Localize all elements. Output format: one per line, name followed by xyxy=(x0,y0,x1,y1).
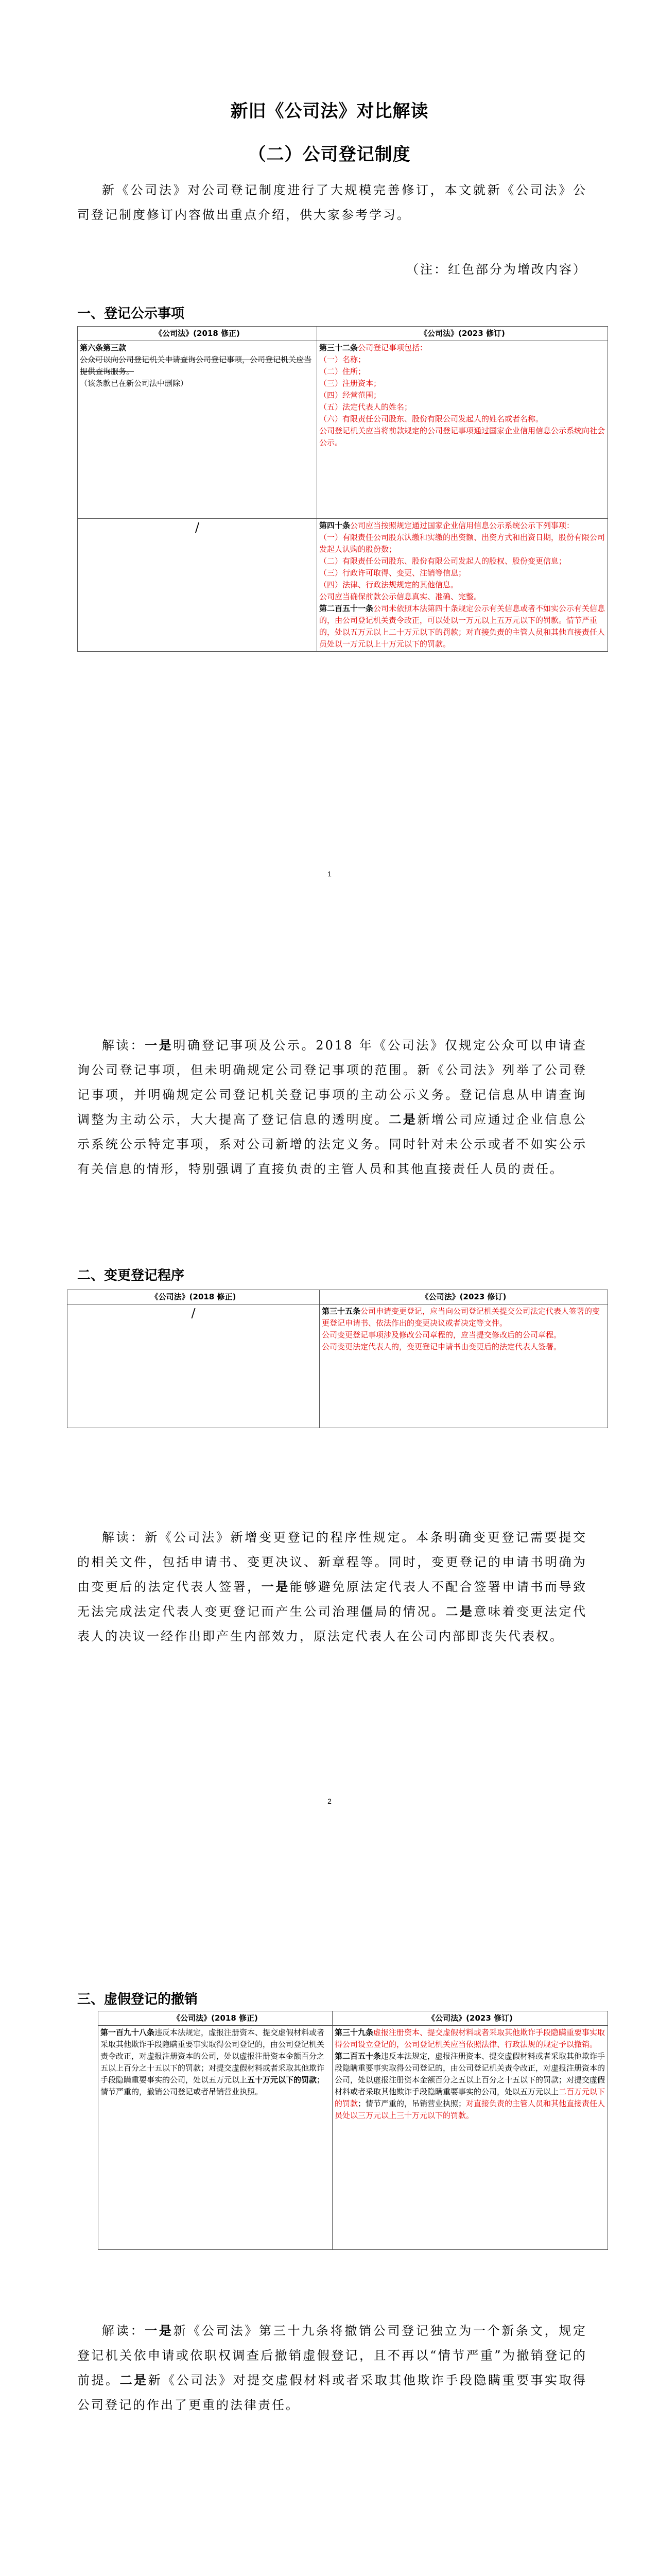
article-32-item: （二）住所； xyxy=(319,367,366,376)
new-article-35-cell xyxy=(320,1304,608,1428)
new-article-39-250-cell xyxy=(333,2026,608,2250)
article-250-fine: 二百万元以下的罚款 xyxy=(335,2087,605,2108)
comparison-table-3 xyxy=(98,2011,608,2250)
article-32-lead: 公司登记事项包括： xyxy=(358,343,428,352)
article-251-text: 公司未依照本法第四十条规定公示有关信息或者不如实公示有关信息的，由公司登记机关责令改正，可以处以一万元以上五万元以下的罚款。情节严重的，处以五万元以上二十万元以下的罚款；对直接负责的主管人员和其他直接责任人员处以一万元以上十万元以下的罚款。 xyxy=(319,604,605,649)
old-article-number: 第六条第三款 xyxy=(80,343,127,352)
analysis-paragraph-2: 解读：新《公司法》新增变更登记的程序性规定。本条明确变更登记需要提交的相关文件，包括申请书、变更决议、新章程等。同时，变更登记的申请书明确为由变更后的法定代表人签署，一是能够避免原法定代表人不配合签署申请书而导致无法完成法定代表人变更登记而产生公司治理僵局的情况。二是意味着变更法定代表人的决议一经作出即产生内部效力，原法定代表人在公司内部即丧失代表权。 xyxy=(77,1530,587,1643)
section-heading-1: 一、登记公示事项 xyxy=(77,306,185,321)
comparison-table-2 xyxy=(67,1290,608,1428)
page-title: 新旧《公司法》对比解读 xyxy=(230,101,429,122)
article-32-tail: 公司登记机关应当将前款规定的公司登记事项通过国家企业信用信息公示系统向社会公示。 xyxy=(319,426,605,447)
old-article-note: （该条款已在新公司法中删除） xyxy=(80,379,188,388)
column-header-new: 《公司法》(2023 修订) xyxy=(320,1290,608,1304)
analysis-paragraph-3: 解读：一是新《公司法》第三十九条将撤销公司登记独立为一个新条文，规定登记机关依申请或依职权调查后撤销虚假登记，且不再以“情节严重”为撤销登记的前提。二是新《公司法》对提交虚假材料或者采取其他欺诈手段隐瞒重要事实取得公司登记的作出了更重的法律责任。 xyxy=(77,2323,587,2412)
analysis-paragraph-1: 解读：一是明确登记事项及公示。2018 年《公司法》仅规定公众可以申请查询公司登记事项，但未明确规定公司登记事项的范围。新《公司法》列举了公司登记事项，并明确规定公司登记机关登记事项的主动公示义务。登记信息从申请查询调整为主动公示，大大提高了登记信息的透明度。二是新增公司应通过企业信息公示系统公示特定事项，系对公司新增的法定义务。同时针对未公示或者不如实公示有关信息的情形，特别强调了直接负责的主管人员和其他直接责任人员的责任。 xyxy=(77,1038,587,1176)
article-32-item: （六）有限责任公司股东、股份有限公司发起人的姓名或者名称。 xyxy=(319,414,544,423)
article-198-text: 违反本法规定，虚报注册资本、提交虚假材料或者采取其他欺诈手段隐瞒重要事实取得公司登记的，由公司登记机关责令改正，对虚报注册资本的公司，处以虚报注册资本金额百分之五以上百分之十五以下的罚款；对提交虚假材料或者采取其他欺诈手段隐瞒重要事实的公司，处以五万元以上 xyxy=(100,2028,325,2084)
empty-old-cell: / xyxy=(67,1304,320,1428)
article-35-text: 公司变更登记事项涉及修改公司章程的，应当提交修改后的公司章程。 xyxy=(322,1330,562,1340)
column-header-old: 《公司法》(2018 修正) xyxy=(67,1290,320,1304)
section-heading-2: 二、变更登记程序 xyxy=(77,1268,185,1283)
old-article-198-cell xyxy=(98,2026,333,2250)
article-250-text: 违反本法规定，虚报注册资本、提交虚假材料或者采取其他欺诈手段隐瞒重要事实取得公司登记的，由公司登记机关责令改正，对虚报注册资本的公司，处以虚报注册资本金额百分之五以上百分之十五以下的罚款；对提交虚假材料或者采取其他欺诈手段隐瞒重要事实的公司，处以五万元以上 xyxy=(335,2052,605,2096)
column-header-old: 《公司法》(2018 修正) xyxy=(98,2011,333,2026)
comparison-table-1 xyxy=(77,326,608,652)
page-subtitle: （二）公司登记制度 xyxy=(248,144,411,165)
old-article-text: 公众可以向公司登记机关申请查询公司登记事项，公司登记机关应当提供查询服务。 xyxy=(80,355,312,376)
article-40-item: （一）有限责任公司股东认缴和实缴的出资额、出资方式和出资日期，股份有限公司发起人认购的股份数； xyxy=(319,533,605,554)
article-40-item: （四）法律、行政法规规定的其他信息。 xyxy=(319,580,459,589)
article-32-item: （四）经营范围； xyxy=(319,391,381,400)
article-250-text-mid: ；情节严重的，吊销营业执照； xyxy=(358,2099,466,2108)
column-header-new: 《公司法》(2023 修订) xyxy=(317,327,608,341)
article-35-text: 公司变更法定代表人的，变更登记申请书由变更后的法定代表人签署。 xyxy=(322,1342,562,1351)
article-32-number: 第三十二条 xyxy=(319,343,358,352)
page-number: 2 xyxy=(327,1797,332,1805)
article-32-item: （一）名称； xyxy=(319,355,366,364)
section-heading-3: 三、虚假登记的撤销 xyxy=(77,1992,198,2007)
intro-note: （注：红色部分为增改内容） xyxy=(406,262,587,277)
article-198-text-end: ；情节严重的，撤销公司登记或者吊销营业执照。 xyxy=(100,2075,325,2096)
article-35-number: 第三十五条 xyxy=(322,1307,361,1316)
empty-old-cell: / xyxy=(78,519,317,652)
article-198-fine: 五十万元以下的罚款 xyxy=(247,2075,317,2084)
article-40-tail: 公司应当确保前款公示信息真实、准确、完整。 xyxy=(319,592,482,601)
new-article-40-cell xyxy=(317,519,608,652)
article-40-item: （二）有限责任公司股东、股份有限公司发起人的股权、股份变更信息； xyxy=(319,556,567,566)
page-number: 1 xyxy=(327,870,332,878)
old-article-cell xyxy=(78,341,317,519)
article-250-number: 第二百五十条 xyxy=(335,2052,381,2061)
article-35-text: 公司申请变更登记，应当向公司登记机关提交公司法定代表人签署的变更登记申请书、依法作出的变更决议或者决定等文件。 xyxy=(322,1307,600,1328)
article-40-item: （三）行政许可取得、变更、注销等信息； xyxy=(319,568,466,578)
article-32-item: （三）注册资本； xyxy=(319,379,381,388)
article-198-number: 第一百九十八条 xyxy=(100,2028,155,2037)
article-40-number: 第四十条 xyxy=(319,521,351,530)
article-39-text: 虚报注册资本、提交虚假材料或者采取其他欺诈手段隐瞒重要事实取得公司设立登记的，公司登记机关应当依照法律、行政法规的规定予以撤销。 xyxy=(335,2028,605,2049)
intro-paragraph: 新《公司法》对公司登记制度进行了大规模完善修订，本文就新《公司法》公司登记制度修订内容做出重点介绍，供大家参考学习。 xyxy=(77,183,587,222)
article-250-liability: 对直接负责的主管人员和其他直接责任人员处以三万元以上三十万元以下的罚款。 xyxy=(335,2099,605,2120)
article-32-item: （五）法定代表人的姓名； xyxy=(319,402,412,412)
article-39-number: 第三十九条 xyxy=(335,2028,374,2037)
new-article-32-cell xyxy=(317,341,608,519)
article-251-number: 第二百五十一条 xyxy=(319,604,374,613)
column-header-old: 《公司法》(2018 修正) xyxy=(78,327,317,341)
article-40-lead: 公司应当按照规定通过国家企业信用信息公示系统公示下列事项： xyxy=(350,521,575,530)
column-header-new: 《公司法》(2023 修订) xyxy=(333,2011,608,2026)
